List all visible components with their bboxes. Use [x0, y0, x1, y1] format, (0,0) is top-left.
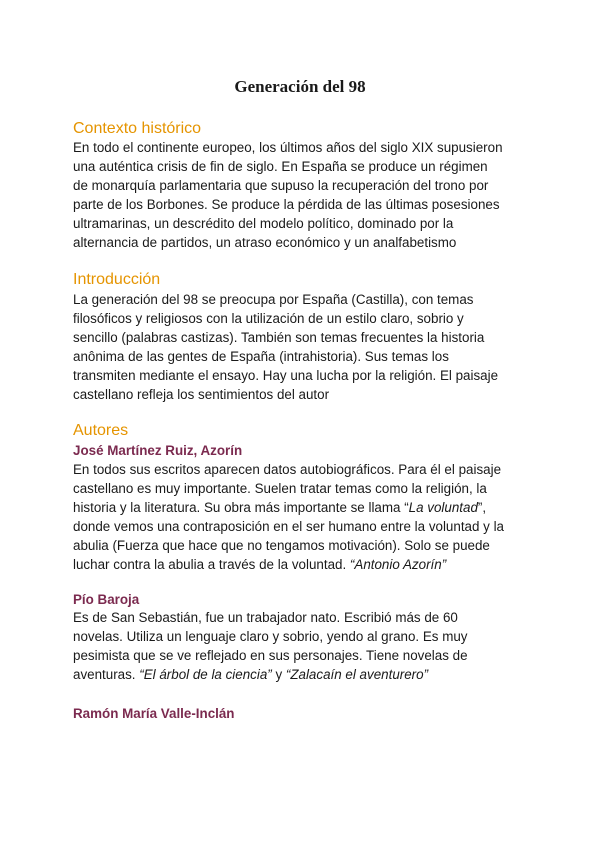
- text-line: ultramarinas, un descrédito del modelo político, dominado por la: [73, 216, 454, 231]
- paragraph-baroja: [73, 608, 543, 684]
- text-line: abulia (Fuerza que hace que no tengamos motivación). Solo se puede: [73, 538, 490, 553]
- text-line: pesimista que se ve reflejado en sus personajes. Tiene novelas de: [73, 648, 468, 663]
- text-line: de monarquía parlamentaria que supuso la recuperación del trono por: [73, 178, 489, 193]
- text-line: Es de San Sebastián, fue un trabajador nato. Escribió más de 60: [73, 610, 458, 625]
- text-line: transmiten mediante el ensayo. Hay una lucha por la religión. El paisaje: [73, 368, 499, 383]
- text-line: anônima de las gentes de España (intrahistoria). Sus temas los: [73, 349, 449, 364]
- author-heading-valle-inclan: Ramón María Valle-Inclán: [73, 706, 235, 721]
- text-run: y: [271, 667, 286, 682]
- section-heading-autores: Autores: [73, 422, 129, 439]
- work-title: La voluntad: [408, 500, 478, 515]
- author-heading-azorin: José Martínez Ruiz, Azorín: [73, 443, 243, 458]
- text-line: parte de los Borbones. Se produce la pérdida de las últimas posesiones: [73, 197, 500, 212]
- text-line: [73, 498, 543, 517]
- work-title: “Antonio Azorín”: [349, 557, 447, 572]
- text-line: castellano refleja los sentimientos del autor: [73, 387, 330, 402]
- section-heading-contexto: Contexto histórico: [73, 120, 202, 137]
- text-run: historia y la literatura. Su obra más importante se llama “: [73, 500, 409, 515]
- text-line: castellano es muy importante. Suelen tratar temas como la religión, la: [73, 481, 487, 496]
- text-run: luchar contra la abulia a través de la voluntad.: [73, 557, 350, 572]
- text-line: En todos sus escritos aparecen datos autobiográficos. Para él el paisaje: [73, 462, 502, 477]
- text-line: La generación del 98 se preocupa por España (Castilla), con temas: [73, 292, 474, 307]
- paragraph-azorin: [73, 460, 543, 574]
- work-title: “El árbol de la ciencia”: [139, 667, 272, 682]
- text-line: filosóficos y religiosos con la utilización de un estilo claro, sobrio y: [73, 311, 464, 326]
- text-line: donde vemos una contraposición en el ser humano entre la voluntad y la: [73, 519, 505, 534]
- text-line: En todo el continente europeo, los últimos años del siglo XIX supusieron: [73, 140, 503, 155]
- section-heading-introduccion: Introducción: [73, 271, 161, 288]
- text-run: ”,: [477, 500, 487, 515]
- work-title: “Zalacaín el aventurero”: [285, 667, 429, 682]
- text-line: [73, 665, 543, 684]
- author-heading-baroja: Pío Baroja: [73, 592, 140, 607]
- document-title: Generación del 98: [234, 77, 366, 96]
- text-line: una auténtica crisis de fin de siglo. En España se produce un régimen: [73, 159, 488, 174]
- paragraph-introduccion: [73, 290, 543, 404]
- text-line: alternancia de partidos, un atraso económico y un analfabetismo: [73, 235, 457, 250]
- text-run: aventuras.: [73, 667, 140, 682]
- paragraph-contexto: [73, 138, 543, 252]
- text-line: [73, 555, 543, 574]
- text-line: novelas. Utiliza un lenguaje claro y sobrio, yendo al grano. Es muy: [73, 629, 468, 644]
- text-line: sencillo (palabras castizas). También son temas frecuentes la historia: [73, 330, 485, 345]
